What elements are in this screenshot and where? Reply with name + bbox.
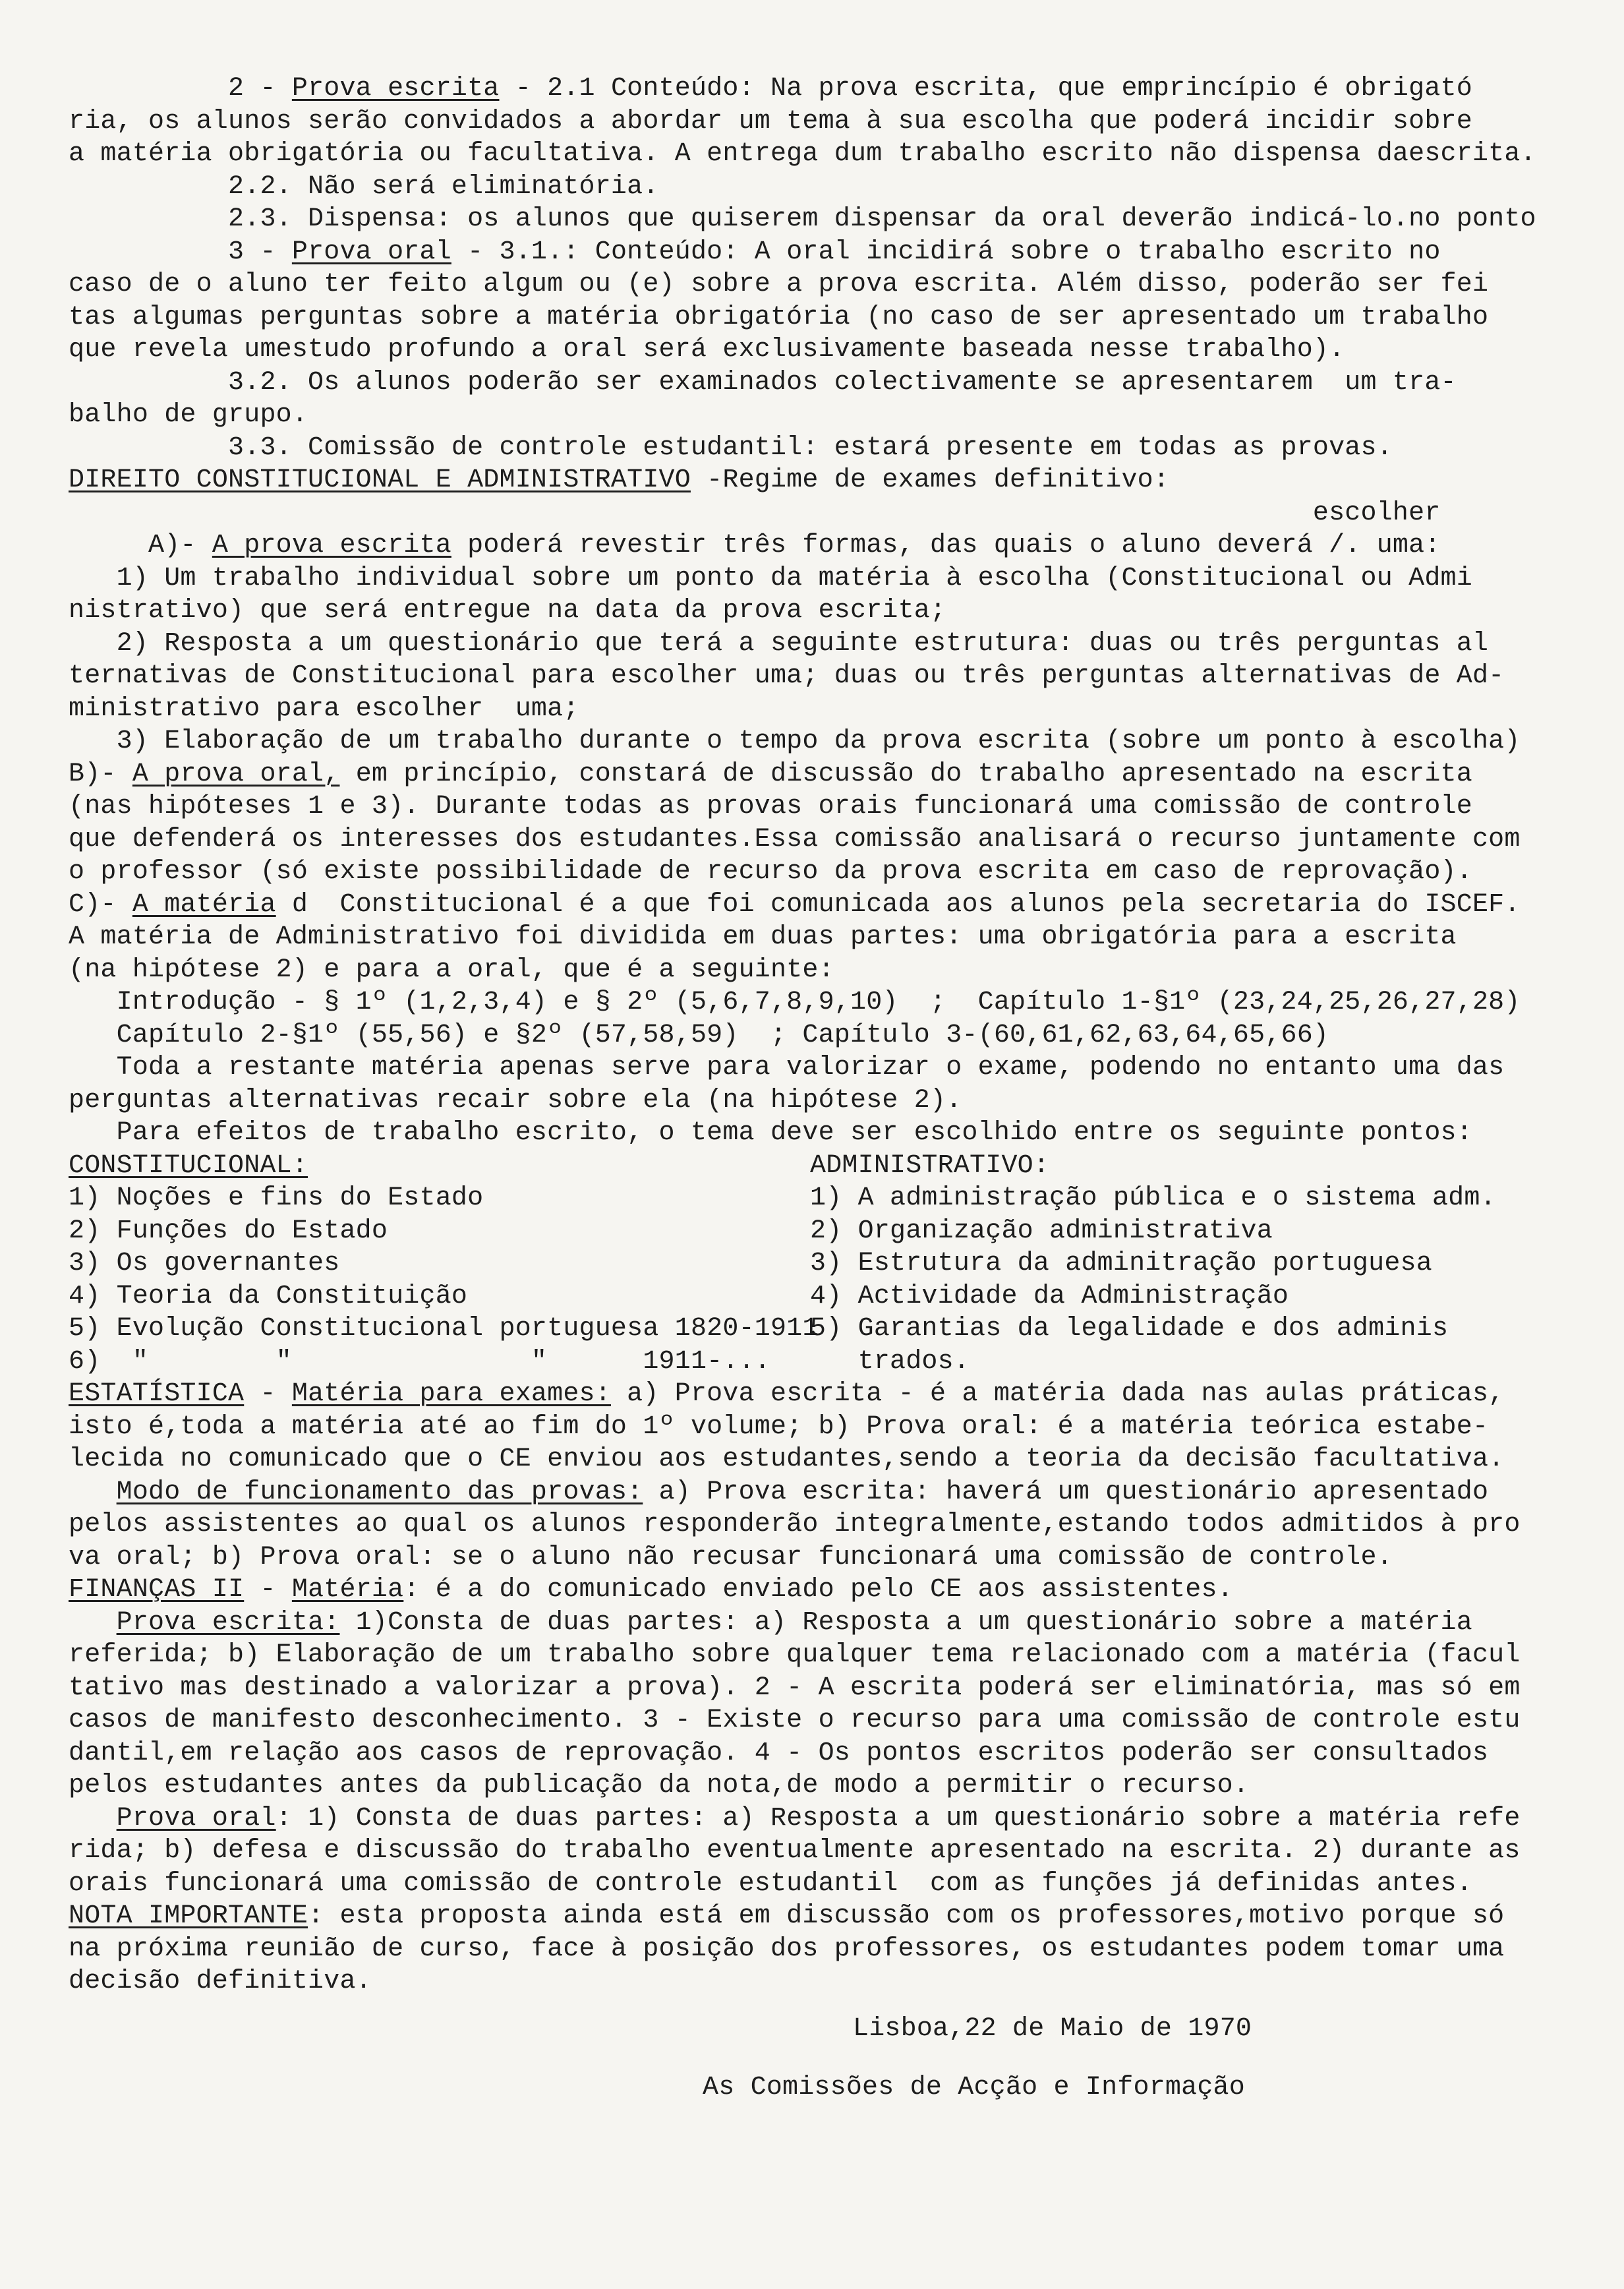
list-item: 1) A administração pública e o sistema adm. (810, 1183, 1496, 1213)
section-title-line: NOTA IMPORTANTE: esta proposta ainda está em discussão com os professores,motivo porque só (69, 1901, 1505, 1931)
text-line: a matéria obrigatória ou facultativa. A entrega dum trabalho escrito não dispensa daescrita. (69, 139, 1536, 169)
list-item: trados. (810, 1346, 970, 1377)
section-financas (69, 1574, 1545, 1900)
list-administrativo (810, 1150, 1545, 1379)
section-title: NOTA IMPORTANTE (69, 1901, 308, 1931)
text-line: 3 - Prova oral - 3.1.: Conteúdo: A oral incidirá sobre o trabalho escrito no (69, 237, 1441, 267)
text-line: orais funcionará uma comissão de controle estudantil com as funções já definidas antes. (69, 1868, 1472, 1899)
heading-prova-escrita: Prova escrita (291, 74, 500, 104)
list-item: 3) Os governantes (69, 1249, 340, 1278)
text-line: perguntas alternativas recair sobre ela (na hipótese 2). (69, 1085, 962, 1115)
text-line: tativo mas destinado a valorizar a prova). 2 - A escrita poderá ser eliminatória, mas só em (69, 1673, 1521, 1703)
list-item: 5) Garantias da legalidade e dos adminis (810, 1314, 1449, 1344)
text-line: (na hipótese 2) e para a oral, que é a seguinte: (69, 955, 834, 985)
list-constitucional (69, 1150, 819, 1379)
text-line: caso de o aluno ter feito algum ou (e) sobre a prova escrita. Além disso, poderão ser fei (69, 270, 1489, 299)
list-item: 4) Teoria da Constituição (69, 1281, 468, 1311)
text-line: Para efeitos de trabalho escrito, o tema deve ser escolhido entre os seguinte pontos: (69, 1118, 1472, 1148)
pontos-lists (69, 1150, 1545, 1379)
list-item: 2) Organização administrativa (810, 1216, 1273, 1246)
text-line: 1) Um trabalho individual sobre um ponto da matéria à escolha (Constitucional ou Admi (69, 563, 1472, 593)
list-title: CONSTITUCIONAL: (69, 1150, 308, 1181)
text-line: ternativas de Constitucional para escolher uma; duas ou três perguntas alternativas de Ad- (69, 661, 1505, 691)
text-line: 2) Resposta a um questionário que terá a seguinte estrutura: duas ou três perguntas al (69, 628, 1489, 659)
list-item: 4) Actividade da Administração (810, 1281, 1289, 1311)
text-line: tas algumas perguntas sobre a matéria obrigatória (no caso de ser apresentado um trabalho (69, 302, 1489, 332)
text-line: 3.3. Comissão de controle estudantil: estará presente em todas as provas. (69, 432, 1393, 463)
list-item: 2) Funções do Estado (69, 1216, 388, 1246)
text-line: nistrativo) que será entregue na data da prova escrita; (69, 596, 946, 626)
text-line: A)- A prova escrita poderá revestir três formas, das quais o aluno deverá /. uma: (69, 531, 1441, 560)
text-line: C)- A matéria d Constitucional é a que foi comunicada aos alunos pela secretaria do ISCEF. (69, 889, 1521, 920)
text-line: na próxima reunião de curso, face à posição dos professores, os estudantes podem tomar uma (69, 1934, 1505, 1964)
text-line: lecida no comunicado que o CE enviou aos estudantes,sendo a teoria da decisão facultativa. (69, 1444, 1505, 1474)
section-title-line: DIREITO CONSTITUCIONAL E ADMINISTRATIVO -Regime de exames definitivo: (69, 465, 1170, 495)
list-item: 6) " " " 1911-... (69, 1346, 770, 1377)
text-line: casos de manifesto desconhecimento. 3 - Existe o recurso para uma comissão de controle estu (69, 1706, 1521, 1735)
text-line: Toda a restante matéria apenas serve para valorizar o exame, podendo no entanto uma das (69, 1053, 1505, 1083)
text-line: (nas hipóteses 1 e 3). Durante todas as provas orais funcionará uma comissão de controle (69, 792, 1472, 821)
text-line: ministrativo para escolher uma; (69, 694, 579, 724)
text-line: o professor (só existe possibilidade de recurso da prova escrita em caso de reprovação). (69, 857, 1472, 887)
section-prova-letras (69, 73, 1545, 464)
text-line: que defenderá os interesses dos estudantes.Essa comissão analisará o recurso juntamente com (69, 824, 1521, 854)
section-title: FINANÇAS II (69, 1575, 245, 1605)
text-line: Introdução - § 1º (1,2,3,4) e § 2º (5,6,7,8,9,10) ; Capítulo 1-§1º (23,24,25,26,27,28) (69, 988, 1521, 1017)
text-line: que revela umestudo profundo a oral será exclusivamente baseada nesse trabalho). (69, 335, 1345, 365)
list-title: ADMINISTRATIVO: (810, 1150, 1050, 1181)
list-item: 3) Estrutura da adminitração portuguesa (810, 1249, 1432, 1278)
heading-prova-oral: Prova oral (291, 237, 451, 267)
heading-b: A prova oral, (132, 759, 340, 789)
text-line: Prova escrita: 1)Consta de duas partes: a) Resposta a um questionário sobre a matéria (116, 1607, 1472, 1638)
text-line: va oral; b) Prova oral: se o aluno não recusar funcionará uma comissão de controle. (69, 1542, 1393, 1572)
text-line: 3) Elaboração de um trabalho durante o tempo da prova escrita (sobre um ponto à escolha) (69, 727, 1521, 756)
signature: As Comissões de Acção e Informação (703, 2073, 1245, 2102)
text-line: balho de grupo. (69, 400, 308, 430)
section-title: ESTATÍSTICA (69, 1379, 245, 1409)
text-line: isto é,toda a matéria até ao fim do 1º volume; b) Prova oral: é a matéria teórica estabe- (69, 1412, 1489, 1442)
text-line: Capítulo 2-§1º (55,56) e §2º (57,58,59) ; Capítulo 3-(60,61,62,63,64,65,66) (69, 1020, 1329, 1050)
section-direito (69, 464, 1545, 1150)
text-line: A matéria de Administrativo foi dividida em duas partes: uma obrigatória para a escrita (69, 922, 1457, 952)
section-title-line: ESTATÍSTICA - Matéria para exames: a) Prova escrita - é a matéria dada nas aulas práticas, (69, 1379, 1505, 1409)
section-nota (69, 1900, 1545, 1998)
text-line: decisão definitiva. (69, 1967, 372, 1996)
list-item: 1) Noções e fins do Estado (69, 1183, 484, 1213)
text-line: 2 - Prova escrita - 2.1 Conteúdo: Na prova escrita, que emprincípio é obrigató (69, 74, 1472, 104)
list-item: 5) Evolução Constitucional portuguesa 1820-1911 (69, 1314, 819, 1344)
heading-c: A matéria (132, 889, 276, 920)
text-line: rida; b) defesa e discussão do trabalho eventualmente apresentado na escrita. 2) durante as (69, 1836, 1521, 1866)
text-line: ria, os alunos serão convidados a abordar um tema à sua escolha que poderá incidir sobre (69, 106, 1472, 136)
text-line: 3.2. Os alunos poderão ser examinados colectivamente se apresentarem um tra- (69, 367, 1457, 398)
text-line: 2.3. Dispensa: os alunos que quiserem dispensar da oral deverão indicá-lo.no ponto (69, 204, 1536, 234)
heading-a: A prova escrita (212, 531, 451, 560)
text-line: B)- A prova oral, em princípio, constará de discussão do trabalho apresentado na escrita (69, 759, 1472, 789)
text-line: dantil,em relação aos casos de reprovação. 4 - Os pontos escritos poderão ser consultados (69, 1738, 1489, 1768)
section-title-line: FINANÇAS II - Matéria: é a do comunicado enviado pelo CE aos assistentes. (69, 1575, 1233, 1605)
text-line: referida; b) Elaboração de um trabalho sobre qualquer tema relacionado com a matéria (facul (69, 1640, 1521, 1670)
section-title: DIREITO CONSTITUCIONAL E ADMINISTRATIVO (69, 465, 691, 495)
text-line: escolher (69, 498, 1441, 528)
text-line: 2.2. Não será eliminatória. (69, 171, 659, 202)
text-line: Modo de funcionamento das provas: a) Prova escrita: haverá um questionário apresentado (116, 1477, 1489, 1507)
section-estatistica (69, 1378, 1545, 1574)
text-line: pelos estudantes antes da publicação da nota,de modo a permitir o recurso. (69, 1771, 1250, 1800)
text-line: pelos assistentes ao qual os alunos responderão integralmente,estando todos admitidos à pro (69, 1510, 1521, 1539)
text-line: Prova oral: 1) Consta de duas partes: a) Resposta a um questionário sobre a matéria refe (116, 1803, 1521, 1833)
place-date: Lisboa,22 de Maio de 1970 (853, 2013, 1252, 2044)
